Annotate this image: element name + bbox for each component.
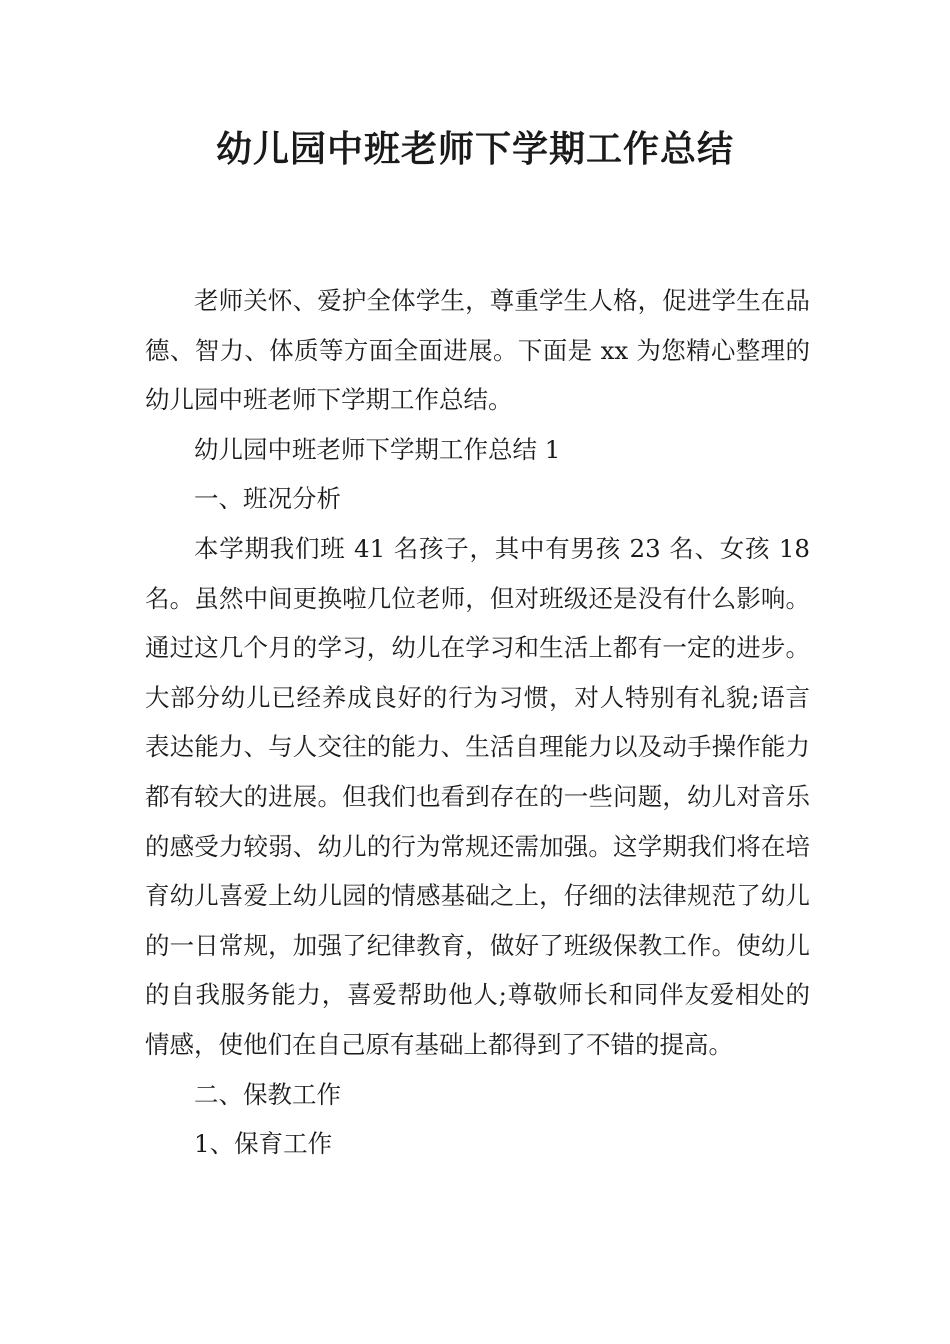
document-title: 幼儿园中班老师下学期工作总结 — [215, 129, 734, 170]
intro-paragraph: 老师关怀、爱护全体学生，尊重学生人格，促进学生在品德、智力、体质等方面全面进展。下面是 xx 为您精心整理的幼儿园中班老师下学期工作总结。 — [145, 286, 810, 415]
subsection-heading-care-work: 1、保育工作 — [194, 1129, 333, 1159]
section-heading-class-analysis: 一、班况分析 — [194, 484, 341, 514]
document-body — [145, 276, 810, 1169]
section-heading-summary-1: 幼儿园中班老师下学期工作总结 1 — [194, 434, 561, 464]
section-heading-care-education: 二、保教工作 — [194, 1079, 341, 1109]
class-analysis-paragraph: 本学期我们班 41 名孩子，其中有男孩 23 名、女孩 18 名。虽然中间更换啦几位老师，但对班级还是没有什么影响。通过这几个月的学习，幼儿在学习和生活上都有一定的进步。大部分幼儿已经养成良好的行为习惯，对人特别有礼貌;语言表达能力、与人交往的能力、生活自理能力以及动手操作能力都有较大的进展。但我们也看到存在的一些问题，幼儿对音乐的感受力较弱、幼儿的行为常规还需加强。这学期我们将在培育幼儿喜爱上幼儿园的情感基础之上，仔细的法律规范了幼儿的一日常规，加强了纪律教育，做好了班级保教工作。使幼儿的自我服务能力，喜爱帮助他人;尊敬师长和同伴友爱相处的情感，使他们在自己原有基础上都得到了不错的提高。 — [145, 533, 810, 1059]
